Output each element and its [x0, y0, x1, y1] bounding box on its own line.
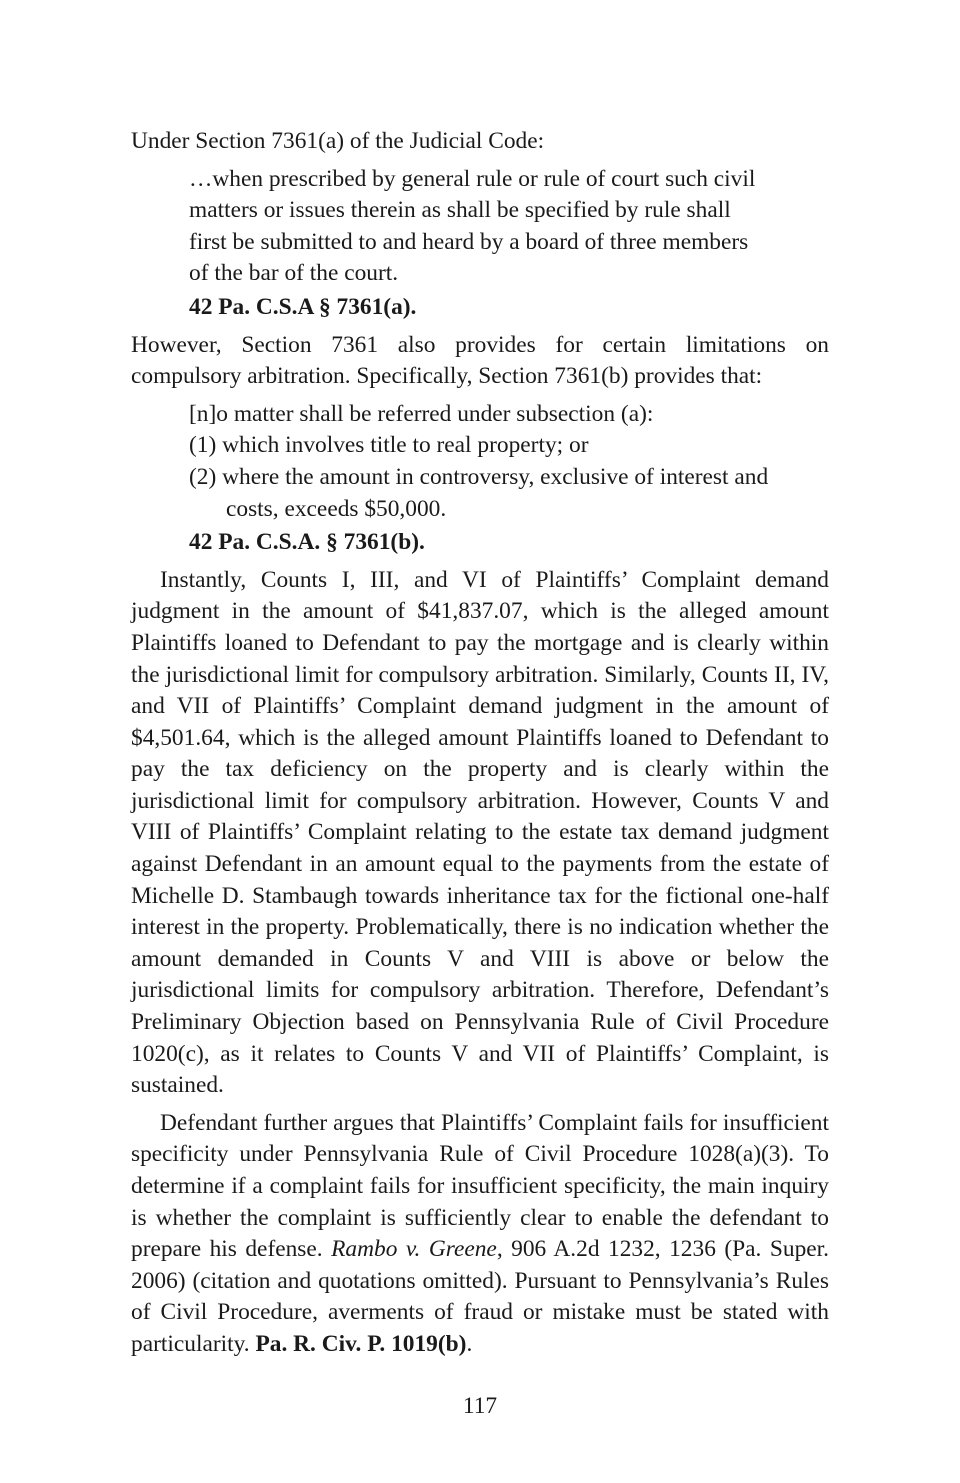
specificity-text-3: . — [466, 1330, 473, 1357]
document-page — [131, 126, 829, 1361]
case-citation: Rambo v. Greene — [331, 1236, 497, 1263]
paragraph-specificity — [131, 1108, 829, 1361]
quote-item-2: (2) where the amount in controversy, exclusive of interest and costs, exceeds $50,000. — [189, 463, 769, 522]
specificity-text-2: , 906 A.2d 1232, 1236 (Pa. Super. 2006) (citation and quotations omitted). Pursuant to Pennsylvania’s Rules of Civil Procedure, averments of fraud or mistake must be stated with particularity. — [131, 1236, 830, 1357]
citation-7361a: 42 Pa. C.S.A § 7361(a). — [189, 293, 417, 320]
intro-line: Under Section 7361(a) of the Judicial Code: — [131, 128, 545, 154]
quote-line-intro: [n]o matter shall be referred under subsection (a): — [189, 400, 654, 427]
paragraph-limitations: However, Section 7361 also provides for certain limitations on compulsory arbitration. Specifically, Section 7361(b) provides that: — [131, 331, 829, 390]
block-quote-7361b — [189, 399, 771, 525]
rule-citation: Pa. R. Civ. P. 1019(b) — [255, 1330, 467, 1357]
quote-item-1: (1) which involves title to real property; or — [189, 432, 589, 459]
block-quote-7361a: …when prescribed by general rule or rule of court such civil matters or issues therein as shall be specified by rule shall first be submitted to and heard by a board of three members of the bar of the court. — [189, 165, 756, 287]
citation-7361b: 42 Pa. C.S.A. § 7361(b). — [189, 529, 425, 556]
specificity-text-1: Defendant further argues that Plaintiffs’ Complaint fails for insufficient specificity under Pennsylvania Rule of Civil Procedure 1028(a)(3). To determine if a complaint fails for insufficient specificity, the main inquiry is whether the complaint is sufficiently clear to enable the defendant to prepare his defense. — [131, 1109, 829, 1263]
paragraph-counts: Instantly, Counts I, III, and VI of Plaintiffs’ Complaint demand judgment in the amount of $41,837.07, which is the alleged amount Plaintiffs loaned to Defendant to pay the mortgage and is clearly within the jurisdictional limit for compulsory arbitration. Similarly, Counts II, IV, and VII of Plaintiffs’ Complaint demand judgment in the amount of $4,501.64, which is the alleged amount Plaintiffs loaned to Defendant to pay the tax deficiency on the property and is clearly within the jurisdictional limit for compulsory arbitration. However, Counts V and VIII of Plaintiffs’ Complaint relating to the estate tax demand judgment against Defendant in an amount equal to the payments from the estate of Michelle D. Stambaugh towards inheritance tax for the fictional one-half interest in the property. Problematically, there is no indication whether the amount demanded in Counts V and VIII is above or below the jurisdictional limits for compulsory arbitration. Therefore, Defendant’s Preliminary Objection based on Pennsylvania Rule of Civil Procedure 1020(c), as it relates to Counts V and VII of Plaintiffs’ Complaint, is sustained. — [131, 566, 829, 1099]
page-number: 117 — [462, 1393, 498, 1419]
